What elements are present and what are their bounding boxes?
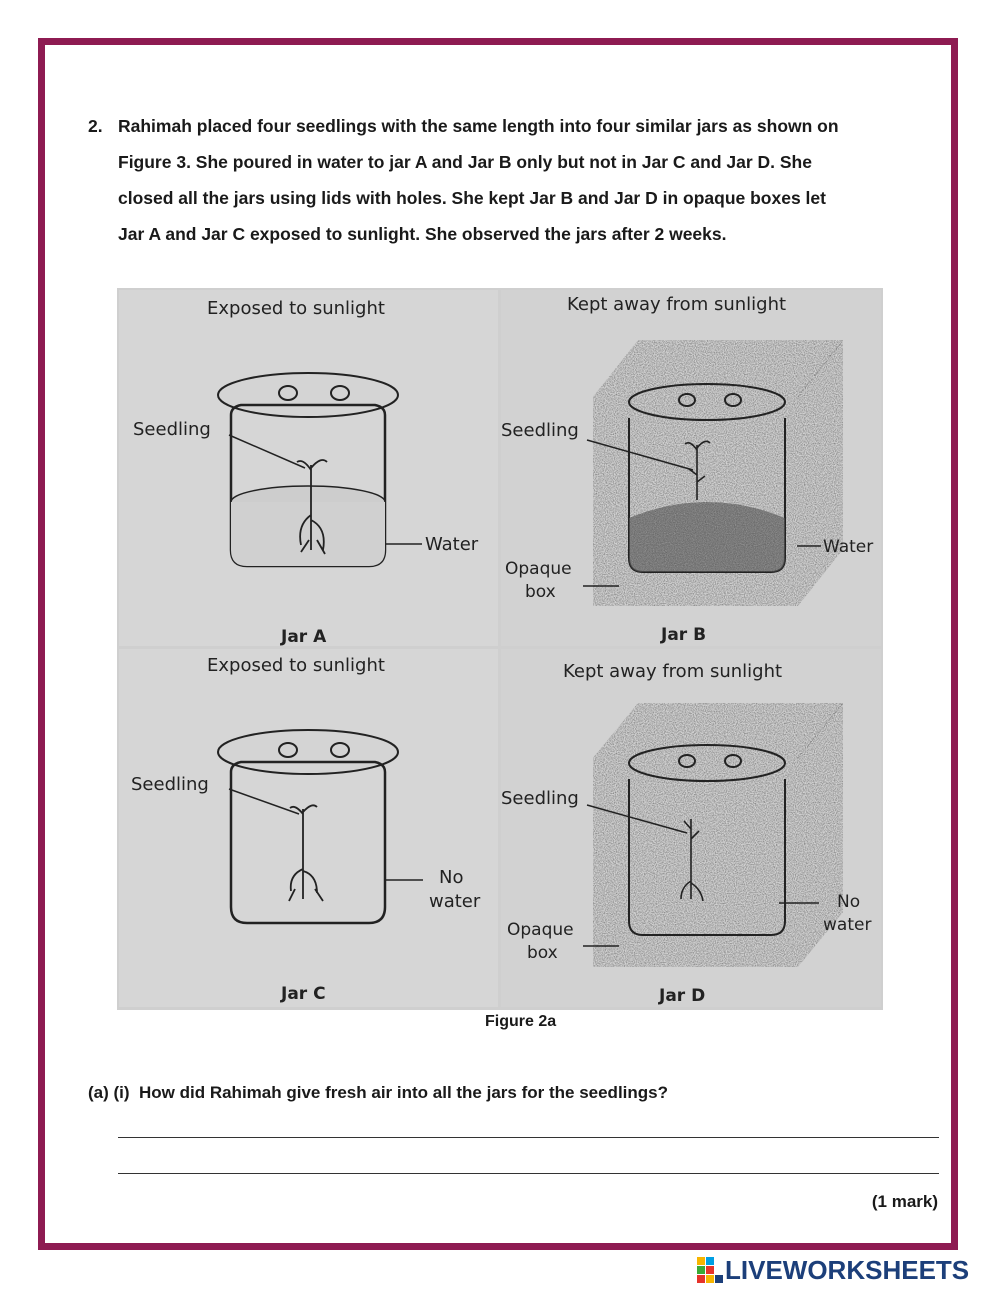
jar-c-seedling-icon: [289, 805, 323, 901]
jar-c-seedling-label: Seedling: [131, 774, 209, 795]
jar-b-box-label-1: Opaque: [505, 559, 572, 579]
jar-d-water-label-1: No: [837, 892, 861, 912]
jar-d-name: Jar D: [659, 986, 706, 1006]
marks-label: (1 mark): [871, 1192, 938, 1211]
jar-c-water-label-2: water: [429, 891, 481, 912]
jar-c-water-label-1: No: [439, 867, 464, 888]
jar-b-name: Jar B: [661, 625, 707, 645]
jar-b-seedling-label: Seedling: [501, 420, 579, 441]
jar-c-body: [231, 762, 385, 923]
sub-question-label: (a) (i): [88, 1083, 130, 1102]
liveworksheets-logo-icon: [697, 1257, 725, 1283]
jar-d-box-label-2: box: [527, 943, 558, 963]
question-number: 2.: [88, 116, 103, 136]
jar-c-name: Jar C: [281, 984, 326, 1004]
answer-line-1[interactable]: [118, 1137, 939, 1138]
panel-jar-d: [501, 649, 881, 1007]
jar-d-heading: Kept away from sunlight: [563, 661, 783, 682]
jar-b-water-label: Water: [823, 537, 874, 557]
liveworksheets-logo[interactable]: [697, 1256, 969, 1284]
jar-d-seedling-label: Seedling: [501, 788, 579, 809]
jar-a-seedling-label: Seedling: [133, 419, 211, 440]
jar-b-box-front: [593, 398, 797, 606]
jar-a-name: Jar A: [281, 627, 327, 646]
panel-jar-a: [119, 290, 498, 646]
jar-d-water-label-2: water: [823, 915, 872, 935]
panel-jar-b: [501, 290, 881, 646]
figure-caption: Figure 2a: [485, 1013, 557, 1030]
jar-b-heading: Kept away from sunlight: [567, 294, 787, 315]
jar-b-box-label-2: box: [525, 582, 556, 602]
figure-2a: [117, 288, 883, 1010]
sub-question-a-i: [88, 1083, 668, 1103]
sub-question-text: How did Rahimah give fresh air into all the jars for the seedlings?: [139, 1083, 668, 1102]
jar-a-heading: Exposed to sunlight: [207, 298, 385, 319]
jar-c-heading: Exposed to sunlight: [207, 655, 385, 676]
liveworksheets-brand-text: LIVEWORKSHEETS: [725, 1254, 970, 1285]
question-line-3: closed all the jars using lids with holes. She kept Jar B and Jar D in opaque boxes let: [118, 188, 826, 208]
panel-jar-c: [119, 649, 498, 1007]
jar-a-water-label: Water: [425, 534, 479, 555]
jar-b-water: [629, 502, 785, 572]
jar-d-box-label-1: Opaque: [507, 920, 574, 940]
question-line-1: Rahimah placed four seedlings with the same length into four similar jars as shown on: [118, 116, 839, 136]
answer-line-2[interactable]: [118, 1173, 939, 1174]
question-line-2: Figure 3. She poured in water to jar A and Jar B only but not in Jar C and Jar D. She: [118, 152, 812, 172]
question-line-4: Jar A and Jar C exposed to sunlight. She observed the jars after 2 weeks.: [118, 224, 727, 244]
